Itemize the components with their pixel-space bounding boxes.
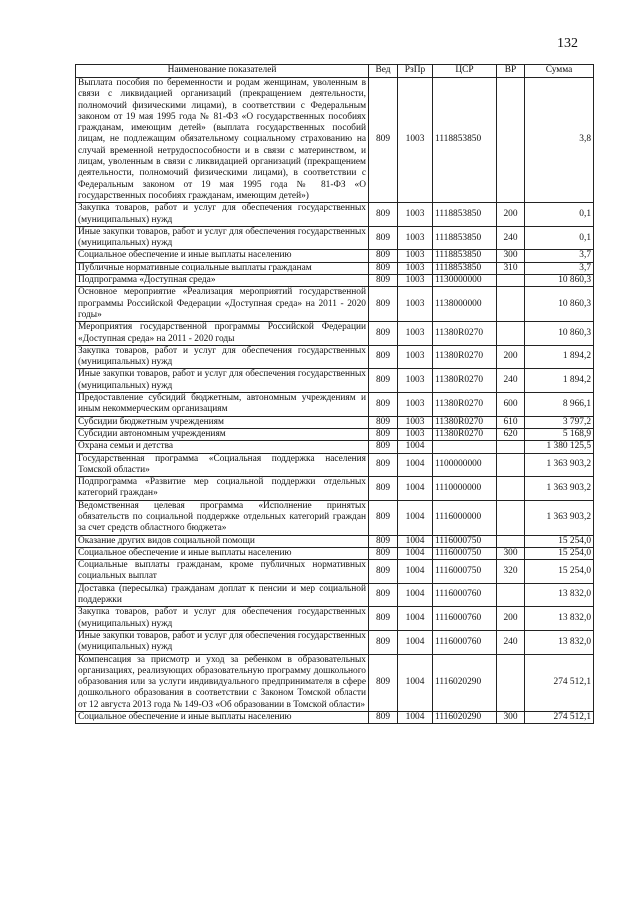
cell-name: Социальное обеспечение и иные выплаты населению [76, 250, 369, 262]
header-name: Наименование показателей [76, 65, 369, 78]
cell-csr: 1116020290 [433, 654, 497, 711]
cell-csr: 1118853850 [433, 203, 497, 227]
cell-ved: 809 [369, 441, 398, 453]
cell-name: Доставка (пересылка) гражданам доплат к пенсии и мер социальной поддержки [76, 583, 369, 607]
cell-rz: 1004 [398, 583, 433, 607]
cell-rz: 1003 [398, 345, 433, 369]
cell-sum: 1 363 903,2 [525, 477, 594, 501]
cell-ved: 809 [369, 78, 398, 203]
cell-name: Подпрограмма «Доступная среда» [76, 275, 369, 287]
cell-csr: 11380R0270 [433, 393, 497, 417]
cell-ved: 809 [369, 322, 398, 346]
cell-name: Субсидии бюджетным учреждениям [76, 416, 369, 428]
cell-rz: 1003 [398, 226, 433, 250]
cell-sum: 5 168,9 [525, 428, 594, 440]
cell-sum: 10 860,3 [525, 275, 594, 287]
cell-name: Субсидии автономным учреждениям [76, 428, 369, 440]
cell-csr: 1118853850 [433, 250, 497, 262]
cell-vr: 240 [497, 369, 525, 393]
cell-sum: 3,8 [525, 78, 594, 203]
table-row [76, 560, 594, 584]
cell-sum: 1 363 903,2 [525, 453, 594, 477]
cell-rz: 1004 [398, 630, 433, 654]
cell-ved: 809 [369, 393, 398, 417]
cell-csr: 1110000000 [433, 477, 497, 501]
table-row [76, 441, 594, 453]
table-row [76, 712, 594, 724]
cell-rz: 1003 [398, 393, 433, 417]
cell-rz: 1003 [398, 322, 433, 346]
cell-name: Охрана семьи и детства [76, 441, 369, 453]
cell-vr [497, 287, 525, 322]
cell-ved: 809 [369, 226, 398, 250]
cell-csr: 1116000000 [433, 500, 497, 535]
cell-rz: 1003 [398, 369, 433, 393]
cell-name: Подпрограмма «Развитие мер социальной поддержки отдельных категорий граждан» [76, 477, 369, 501]
cell-vr: 200 [497, 203, 525, 227]
cell-name: Предоставление субсидий бюджетным, автономным учреждениям и иным некоммерческим организациям [76, 393, 369, 417]
cell-csr: 1116000750 [433, 535, 497, 547]
cell-sum: 0,1 [525, 203, 594, 227]
table-row [76, 203, 594, 227]
cell-sum: 13 832,0 [525, 607, 594, 631]
cell-rz: 1003 [398, 262, 433, 274]
cell-name: Социальное обеспечение и иные выплаты населению [76, 712, 369, 724]
cell-vr: 320 [497, 560, 525, 584]
table-row [76, 547, 594, 559]
cell-name: Ведомственная целевая программа «Исполнение принятых обязательств по социальной поддержке отдельных категорий граждан за счет средств областного бюджета» [76, 500, 369, 535]
table-row [76, 250, 594, 262]
cell-vr [497, 477, 525, 501]
cell-rz: 1004 [398, 607, 433, 631]
cell-ved: 809 [369, 535, 398, 547]
cell-csr [433, 441, 497, 453]
cell-ved: 809 [369, 345, 398, 369]
cell-sum: 10 860,3 [525, 287, 594, 322]
table-row [76, 500, 594, 535]
table-row [76, 535, 594, 547]
cell-vr [497, 453, 525, 477]
cell-name: Социальные выплаты гражданам, кроме публичных нормативных социальных выплат [76, 560, 369, 584]
cell-vr: 240 [497, 630, 525, 654]
cell-rz: 1004 [398, 654, 433, 711]
cell-ved: 809 [369, 369, 398, 393]
cell-csr: 1138000000 [433, 287, 497, 322]
header-csr: ЦСР [433, 65, 497, 78]
cell-csr: 1130000000 [433, 275, 497, 287]
cell-vr: 300 [497, 250, 525, 262]
cell-csr: 1116000750 [433, 547, 497, 559]
cell-vr: 240 [497, 226, 525, 250]
cell-csr: 1118853850 [433, 262, 497, 274]
cell-name: Закупка товаров, работ и услуг для обеспечения государственных (муниципальных) нужд [76, 345, 369, 369]
cell-rz: 1004 [398, 453, 433, 477]
cell-vr: 300 [497, 712, 525, 724]
cell-vr: 300 [497, 547, 525, 559]
cell-sum: 1 363 903,2 [525, 500, 594, 535]
cell-ved: 809 [369, 250, 398, 262]
cell-rz: 1004 [398, 712, 433, 724]
cell-sum: 274 512,1 [525, 654, 594, 711]
cell-vr: 310 [497, 262, 525, 274]
cell-ved: 809 [369, 287, 398, 322]
cell-ved: 809 [369, 654, 398, 711]
cell-name: Государственная программа «Социальная поддержка населения Томской области» [76, 453, 369, 477]
table-row [76, 477, 594, 501]
cell-name: Закупка товаров, работ и услуг для обеспечения государственных (муниципальных) нужд [76, 607, 369, 631]
cell-ved: 809 [369, 453, 398, 477]
cell-sum: 3 797,2 [525, 416, 594, 428]
cell-rz: 1004 [398, 547, 433, 559]
cell-csr: 1116020290 [433, 712, 497, 724]
cell-csr: 1116000750 [433, 560, 497, 584]
cell-name: Компенсация за присмотр и уход за ребенком в образовательных организациях, реализующих образовательную программу дошкольного образования или за услуги индивидуального предпринимателя в сфере дошкольного образования в соответствии с Законом Томской области от 12 августа 2013 года № 149-ОЗ «Об образовании в Томской области» [76, 654, 369, 711]
cell-csr: 1118853850 [433, 78, 497, 203]
cell-ved: 809 [369, 203, 398, 227]
table-row [76, 428, 594, 440]
cell-rz: 1003 [398, 203, 433, 227]
cell-vr: 600 [497, 393, 525, 417]
cell-csr: 11380R0270 [433, 416, 497, 428]
cell-rz: 1004 [398, 441, 433, 453]
cell-rz: 1004 [398, 560, 433, 584]
cell-csr: 11380R0270 [433, 345, 497, 369]
table-row [76, 345, 594, 369]
table-header-row [76, 65, 594, 78]
cell-csr: 1100000000 [433, 453, 497, 477]
cell-ved: 809 [369, 712, 398, 724]
cell-name: Иные закупки товаров, работ и услуг для обеспечения государственных (муниципальных) нужд [76, 630, 369, 654]
cell-rz: 1003 [398, 287, 433, 322]
cell-vr [497, 583, 525, 607]
cell-ved: 809 [369, 607, 398, 631]
cell-csr: 1116000760 [433, 607, 497, 631]
cell-csr: 1116000760 [433, 630, 497, 654]
cell-name: Основное мероприятие «Реализация мероприятий государственной программы Российской Федерации «Доступная среда» на 2011 - 2020 годы» [76, 287, 369, 322]
cell-name: Мероприятия государственной программы Российской Федерации «Доступная среда» на 2011 - 2020 годы [76, 322, 369, 346]
cell-ved: 809 [369, 560, 398, 584]
cell-sum: 15 254,0 [525, 547, 594, 559]
cell-sum: 0,1 [525, 226, 594, 250]
table-row [76, 416, 594, 428]
cell-rz: 1004 [398, 500, 433, 535]
cell-ved: 809 [369, 547, 398, 559]
cell-rz: 1003 [398, 275, 433, 287]
cell-rz: 1003 [398, 250, 433, 262]
page-number: 132 [557, 36, 578, 51]
cell-vr [497, 275, 525, 287]
cell-csr: 1116000760 [433, 583, 497, 607]
table-row [76, 453, 594, 477]
cell-ved: 809 [369, 428, 398, 440]
cell-sum: 15 254,0 [525, 560, 594, 584]
table-row [76, 262, 594, 274]
cell-sum: 8 966,1 [525, 393, 594, 417]
cell-sum: 1 380 125,5 [525, 441, 594, 453]
cell-ved: 809 [369, 583, 398, 607]
cell-sum: 1 894,2 [525, 369, 594, 393]
cell-ved: 809 [369, 262, 398, 274]
cell-sum: 3,7 [525, 250, 594, 262]
cell-sum: 274 512,1 [525, 712, 594, 724]
header-vr: ВР [497, 65, 525, 78]
cell-ved: 809 [369, 275, 398, 287]
table-row [76, 393, 594, 417]
cell-ved: 809 [369, 500, 398, 535]
table-row [76, 630, 594, 654]
cell-vr [497, 322, 525, 346]
header-ved: Вед [369, 65, 398, 78]
cell-sum: 10 860,3 [525, 322, 594, 346]
header-rz: РзПр [398, 65, 433, 78]
cell-vr [497, 441, 525, 453]
cell-vr [497, 535, 525, 547]
cell-sum: 15 254,0 [525, 535, 594, 547]
table-row [76, 287, 594, 322]
table-row [76, 654, 594, 711]
cell-rz: 1004 [398, 535, 433, 547]
cell-vr: 200 [497, 607, 525, 631]
table-body [76, 78, 594, 724]
cell-name: Социальное обеспечение и иные выплаты населению [76, 547, 369, 559]
table-row [76, 322, 594, 346]
table-row [76, 583, 594, 607]
header-sum: Сумма [525, 65, 594, 78]
cell-vr: 200 [497, 345, 525, 369]
cell-vr [497, 654, 525, 711]
table-row [76, 226, 594, 250]
cell-ved: 809 [369, 630, 398, 654]
cell-name: Закупка товаров, работ и услуг для обеспечения государственных (муниципальных) нужд [76, 203, 369, 227]
cell-vr: 620 [497, 428, 525, 440]
cell-vr: 610 [497, 416, 525, 428]
cell-rz: 1003 [398, 416, 433, 428]
table-row [76, 369, 594, 393]
budget-table [75, 64, 594, 724]
cell-csr: 11380R0270 [433, 369, 497, 393]
cell-ved: 809 [369, 477, 398, 501]
cell-vr [497, 78, 525, 203]
cell-rz: 1003 [398, 428, 433, 440]
cell-csr: 1118853850 [433, 226, 497, 250]
cell-csr: 11380R0270 [433, 428, 497, 440]
cell-csr: 11380R0270 [433, 322, 497, 346]
cell-sum: 3,7 [525, 262, 594, 274]
cell-name: Оказание других видов социальной помощи [76, 535, 369, 547]
cell-name: Иные закупки товаров, работ и услуг для обеспечения государственных (муниципальных) нужд [76, 226, 369, 250]
cell-name: Иные закупки товаров, работ и услуг для обеспечения государственных (муниципальных) нужд [76, 369, 369, 393]
table-row [76, 607, 594, 631]
table-row [76, 275, 594, 287]
cell-rz: 1004 [398, 477, 433, 501]
cell-rz: 1003 [398, 78, 433, 203]
table-row [76, 78, 594, 203]
cell-name: Публичные нормативные социальные выплаты гражданам [76, 262, 369, 274]
cell-sum: 13 832,0 [525, 583, 594, 607]
cell-vr [497, 500, 525, 535]
cell-ved: 809 [369, 416, 398, 428]
cell-name: Выплата пособия по беременности и родам женщинам, уволенным в связи с ликвидацией организаций (прекращением деятельности, полномочий физическими лицами), в соответствии с Федеральным законом от 19 мая 1995 года № 81-ФЗ «О государственных пособиях гражданам, имеющим детей» (выплата государственных пособий лицам, не подлежащим обязательному социальному страхованию на случай временной нетрудоспособности и в связи с материнством, и лицам, уволенным в связи с ликвидацией организаций (прекращением деятельности, полномочий физическими лицами), в соответствии с Федеральным законом от 19 мая 1995 года № 81-ФЗ «О государственных пособиях гражданам, имеющим детей») [76, 78, 369, 203]
cell-sum: 1 894,2 [525, 345, 594, 369]
cell-sum: 13 832,0 [525, 630, 594, 654]
